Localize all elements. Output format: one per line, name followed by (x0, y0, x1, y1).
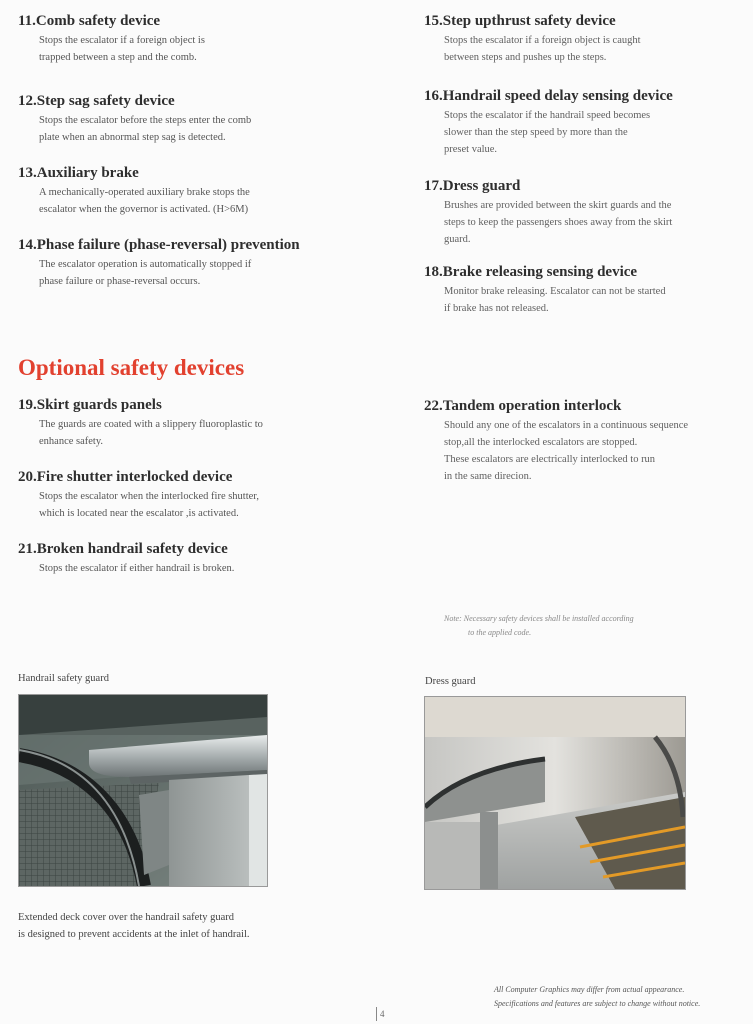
item-title: 18.Brake releasing sensing device (424, 264, 638, 280)
handrail-guard-illustration (19, 695, 267, 886)
item-title: 16.Handrail speed delay sensing device (424, 88, 673, 104)
item-desc: Stops the escalator if either handrail is broken. (39, 563, 235, 574)
item-title: 13.Auxiliary brake (18, 165, 139, 181)
item-title: 17.Dress guard (424, 178, 521, 194)
item-desc: A mechanically-operated auxiliary brake stops the escalator when the governor is activated. (H>6M) (39, 187, 250, 215)
item-17 (424, 177, 672, 248)
item-title: 12.Step sag safety device (18, 93, 175, 109)
item-title: 22.Tandem operation interlock (424, 398, 622, 414)
photo-left-caption: Handrail safety guard (18, 673, 109, 684)
item-13 (18, 164, 250, 218)
bottom-caption: Extended deck cover over the handrail safety guard is designed to prevent accidents at the inlet of handrail. (18, 912, 250, 940)
item-title: 21.Broken handrail safety device (18, 541, 228, 557)
item-12 (18, 92, 251, 146)
item-20 (18, 468, 259, 522)
item-desc: Monitor brake releasing. Escalator can not be started if brake has not released. (444, 286, 666, 314)
item-title: 14.Phase failure (phase-reversal) prevention (18, 237, 300, 253)
item-title: 11.Comb safety device (18, 13, 161, 29)
item-title: 19.Skirt guards panels (18, 397, 162, 413)
item-desc: Stops the escalator if a foreign object is trapped between a step and the comb. (39, 35, 205, 63)
page-number: 4 (376, 1007, 385, 1021)
handrail-guard-photo (18, 694, 268, 887)
dress-guard-photo (424, 696, 686, 890)
item-desc: The escalator operation is automatically stopped if phase failure or phase-reversal occurs. (39, 259, 252, 287)
item-desc: Stops the escalator before the steps enter the comb plate when an abnormal step sag is detected. (39, 115, 252, 143)
item-21 (18, 540, 234, 577)
item-18 (424, 263, 666, 317)
item-title: 15.Step upthrust safety device (424, 13, 616, 29)
item-desc: The guards are coated with a slippery fluoroplastic to enhance safety. (39, 419, 263, 447)
footer-disclaimer: All Computer Graphics may differ from actual appearance. Specifications and features are subject to change without notice. (494, 985, 701, 1008)
item-19 (18, 396, 263, 450)
item-14 (18, 236, 300, 290)
item-desc: Brushes are provided between the skirt guards and the steps to keep the passengers shoes away from the skirt guard. (444, 200, 673, 245)
item-16 (424, 87, 673, 158)
item-22 (424, 397, 688, 485)
item-desc: Should any one of the escalators in a continuous sequence stop,all the interlocked escalators are stopped. These escalators are electrically interlocked to run in the same direcion. (444, 420, 689, 482)
item-desc: Stops the escalator when the interlocked fire shutter, which is located near the escalator ,is activated. (39, 491, 260, 519)
item-15 (424, 12, 641, 66)
dress-guard-illustration (425, 697, 685, 889)
note: Note: Necessary safety devices shall be installed according to the applied code. (444, 614, 634, 637)
item-desc: Stops the escalator if a foreign object is caught between steps and pushes up the steps. (444, 35, 641, 63)
item-desc: Stops the escalator if the handrail speed becomes slower than the step speed by more than the preset value. (444, 110, 651, 155)
photo-right-caption: Dress guard (425, 676, 476, 687)
item-title: 20.Fire shutter interlocked device (18, 469, 233, 485)
section-title: Optional safety devices (18, 355, 245, 380)
item-11 (18, 12, 205, 66)
